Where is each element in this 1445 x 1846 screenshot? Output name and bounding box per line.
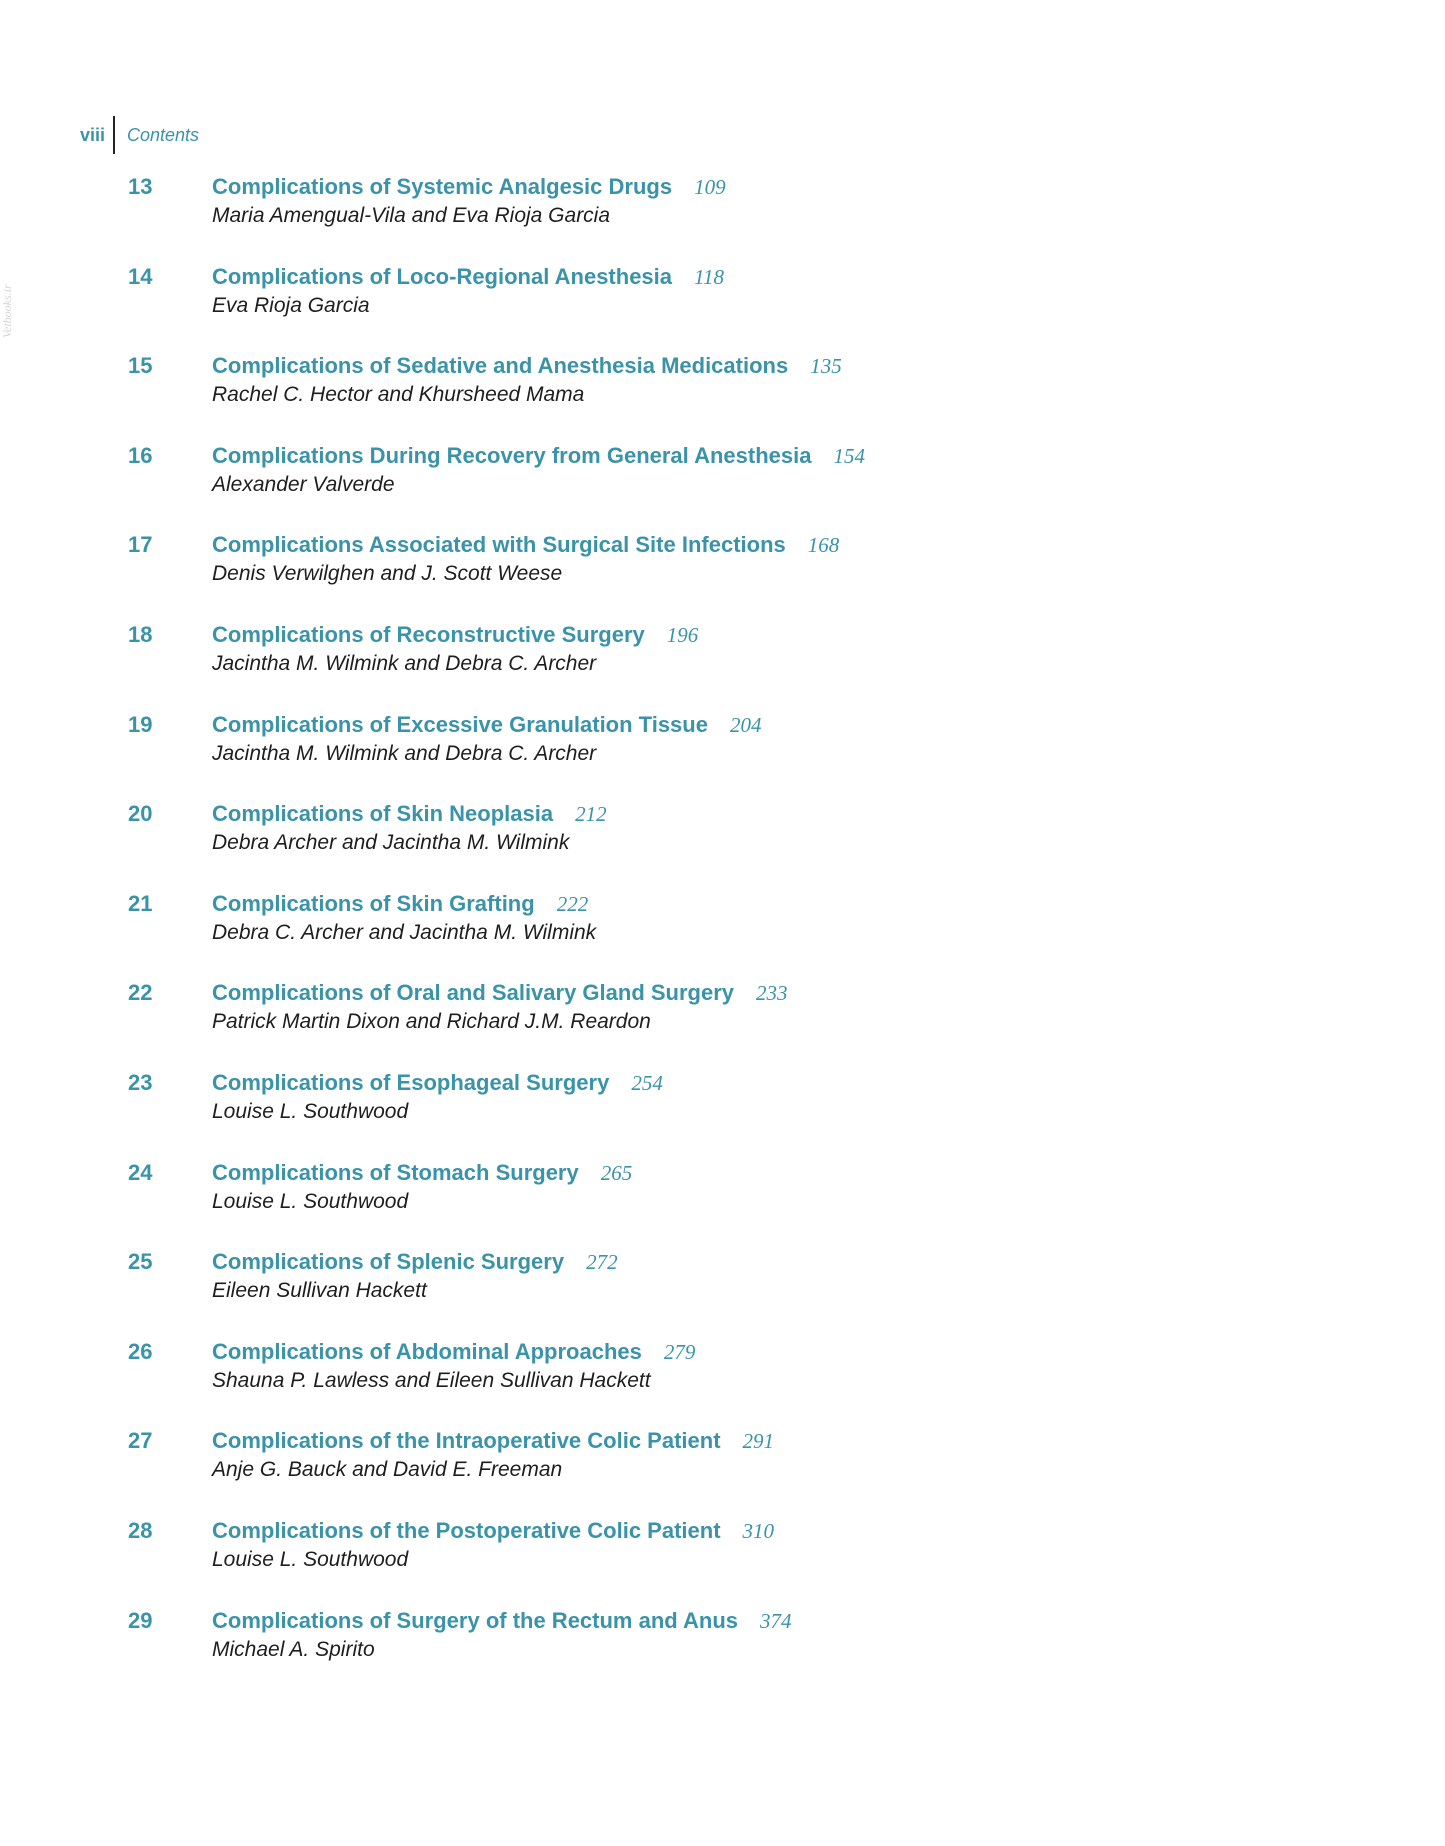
toc-entry[interactable] <box>0 531 1445 591</box>
chapter-authors: Jacintha M. Wilmink and Debra C. Archer <box>212 742 597 765</box>
chapter-authors: Eileen Sullivan Hackett <box>212 1279 427 1302</box>
chapter-title-link[interactable]: Complications of Abdominal Approaches <box>212 1339 642 1364</box>
chapter-page-number[interactable]: 233 <box>756 981 788 1005</box>
toc-entry[interactable] <box>0 1159 1445 1219</box>
chapter-authors: Louise L. Southwood <box>212 1548 409 1571</box>
chapter-title-link[interactable]: Complications of the Intraoperative Colic Patient <box>212 1428 721 1453</box>
chapter-title-line <box>212 1159 632 1190</box>
chapter-authors: Eva Rioja Garcia <box>212 294 370 317</box>
chapter-title-link[interactable]: Complications of Excessive Granulation Tissue <box>212 712 708 737</box>
chapter-page-number[interactable]: 204 <box>729 713 762 737</box>
chapter-number: 29 <box>128 1608 153 1633</box>
chapter-page-number[interactable]: 291 <box>742 1429 775 1453</box>
chapter-number: 18 <box>128 622 153 647</box>
chapter-title-link[interactable]: Complications of Skin Neoplasia <box>212 801 554 826</box>
chapter-title-link[interactable]: Complications of the Postoperative Colic Patient <box>212 1518 721 1543</box>
chapter-number: 20 <box>128 801 153 826</box>
chapter-title-line <box>212 1517 774 1548</box>
chapter-number: 13 <box>128 174 153 199</box>
chapter-authors: Louise L. Southwood <box>212 1100 409 1123</box>
toc-entry[interactable] <box>0 1248 1445 1308</box>
chapter-title-link[interactable]: Complications Associated with Surgical Site Infections <box>212 532 786 557</box>
chapter-authors: Anje G. Bauck and David E. Freeman <box>212 1458 563 1481</box>
chapter-title-line <box>212 621 698 652</box>
chapter-title-link[interactable]: Complications of Stomach Surgery <box>212 1160 579 1185</box>
chapter-title-line <box>212 1248 618 1279</box>
chapter-page-number[interactable]: 196 <box>666 623 699 647</box>
chapter-page-number[interactable]: 154 <box>833 444 865 468</box>
chapter-title-line <box>212 442 865 473</box>
toc-entry[interactable] <box>0 263 1445 323</box>
chapter-page-number[interactable]: 109 <box>694 175 726 199</box>
toc-entry[interactable] <box>0 1338 1445 1398</box>
chapter-title-link[interactable]: Complications During Recovery from General Anesthesia <box>212 443 812 468</box>
chapter-title-link[interactable]: Complications of Reconstructive Surgery <box>212 622 645 647</box>
chapter-page-number[interactable]: 118 <box>694 265 724 289</box>
chapter-title-link[interactable]: Complications of Systemic Analgesic Drugs <box>212 174 673 199</box>
chapter-number: 26 <box>128 1339 153 1364</box>
chapter-number: 23 <box>128 1070 153 1095</box>
watermark: Vetbooks.ir <box>0 284 14 338</box>
toc-entry[interactable] <box>0 173 1445 233</box>
toc-entry[interactable] <box>0 979 1445 1039</box>
toc-entry[interactable] <box>0 890 1445 950</box>
chapter-number: 28 <box>128 1518 153 1543</box>
chapter-title-line <box>212 979 788 1010</box>
chapter-authors: Maria Amengual-Vila and Eva Rioja Garcia <box>212 204 611 227</box>
chapter-authors: Alexander Valverde <box>212 473 395 496</box>
chapter-page-number[interactable]: 222 <box>556 892 589 916</box>
chapter-page-number[interactable]: 212 <box>575 802 607 826</box>
chapter-title-line <box>212 173 726 204</box>
chapter-title-link[interactable]: Complications of Loco-Regional Anesthesia <box>212 264 673 289</box>
chapter-title-line <box>212 711 761 742</box>
chapter-page-number[interactable]: 310 <box>742 1519 775 1543</box>
chapter-authors: Shauna P. Lawless and Eileen Sullivan Hackett <box>212 1369 651 1392</box>
chapter-page-number[interactable]: 135 <box>810 354 842 378</box>
chapter-number: 17 <box>128 532 153 557</box>
chapter-title-line <box>212 1338 695 1369</box>
chapter-title-line <box>212 890 588 921</box>
chapter-authors: Louise L. Southwood <box>212 1190 409 1213</box>
chapter-title-link[interactable]: Complications of Sedative and Anesthesia Medications <box>212 353 789 378</box>
chapter-title-line <box>212 1427 774 1458</box>
chapter-authors: Denis Verwilghen and J. Scott Weese <box>212 562 563 585</box>
chapter-authors: Jacintha M. Wilmink and Debra C. Archer <box>212 652 597 675</box>
chapter-title-line <box>212 352 842 383</box>
chapter-number: 21 <box>128 891 153 916</box>
chapter-title-link[interactable]: Complications of Oral and Salivary Gland Surgery <box>212 980 735 1005</box>
toc-entry[interactable] <box>0 1517 1445 1577</box>
toc-entry[interactable] <box>0 352 1445 412</box>
toc-entry[interactable] <box>0 621 1445 681</box>
chapter-title-line <box>212 263 724 294</box>
chapter-number: 25 <box>128 1249 153 1274</box>
toc-entry[interactable] <box>0 1427 1445 1487</box>
chapter-authors: Michael A. Spirito <box>212 1638 375 1661</box>
chapter-authors: Patrick Martin Dixon and Richard J.M. Reardon <box>212 1010 651 1033</box>
toc-entry[interactable] <box>0 1607 1445 1667</box>
toc-entry[interactable] <box>0 1069 1445 1129</box>
chapter-page-number[interactable]: 374 <box>760 1609 792 1633</box>
chapter-title-line <box>212 531 839 562</box>
chapter-authors: Debra Archer and Jacintha M. Wilmink <box>212 831 570 854</box>
toc-entry[interactable] <box>0 442 1445 502</box>
chapter-number: 16 <box>128 443 153 468</box>
chapter-authors: Rachel C. Hector and Khursheed Mama <box>212 383 585 406</box>
chapter-page-number[interactable]: 265 <box>600 1161 633 1185</box>
chapter-page-number[interactable]: 272 <box>586 1250 618 1274</box>
chapter-title-line <box>212 800 607 831</box>
chapter-number: 15 <box>128 353 153 378</box>
running-head-title: Contents <box>127 125 200 145</box>
toc-entry[interactable] <box>0 800 1445 860</box>
chapter-number: 14 <box>128 264 153 289</box>
chapter-title-link[interactable]: Complications of Skin Grafting <box>212 891 535 916</box>
toc-entry[interactable] <box>0 711 1445 771</box>
chapter-authors: Debra C. Archer and Jacintha M. Wilmink <box>212 921 597 944</box>
chapter-title-line <box>212 1607 792 1638</box>
chapter-title-link[interactable]: Complications of Splenic Surgery <box>212 1249 565 1274</box>
chapter-number: 22 <box>128 980 153 1005</box>
chapter-number: 27 <box>128 1428 153 1453</box>
chapter-number: 24 <box>128 1160 153 1185</box>
chapter-page-number[interactable]: 168 <box>807 533 840 557</box>
chapter-page-number[interactable]: 254 <box>631 1071 663 1095</box>
chapter-title-link[interactable]: Complications of Surgery of the Rectum and Anus <box>212 1608 739 1633</box>
page-folio: viii <box>80 125 106 145</box>
chapter-title-line <box>212 1069 663 1100</box>
chapter-page-number[interactable]: 279 <box>663 1340 696 1364</box>
chapter-number: 19 <box>128 712 153 737</box>
chapter-title-link[interactable]: Complications of Esophageal Surgery <box>212 1070 610 1095</box>
